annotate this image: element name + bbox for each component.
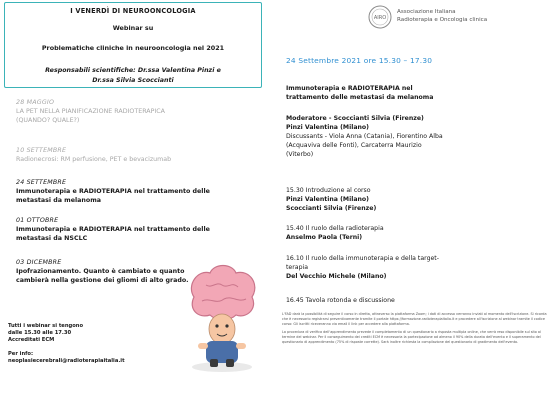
agenda-time: 16.45 Tavola rotonda e discussione	[286, 297, 395, 304]
discussants-line: (Viterbo)	[286, 151, 314, 158]
session-title-line: LA PET NELLA PIANIFICAZIONE RADIOTERAPICA	[16, 108, 165, 115]
session-title-line: cambierà nella gestione dei gliomi di alto grado.	[16, 277, 189, 284]
header-box	[4, 2, 262, 88]
agenda-item-4	[286, 296, 395, 305]
event-title-line: trattamento delle metastasi da melanoma	[286, 94, 434, 101]
responsabili	[15, 66, 251, 85]
agenda-speaker: Pinzi Valentina (Milano)	[286, 196, 369, 203]
svg-text:AIRO: AIRO	[373, 15, 387, 21]
info-email-link[interactable]: neoplasiecerebrali@radioterapiaitalia.it	[8, 357, 125, 364]
session-date: 28 MAGGIO	[16, 99, 55, 106]
airo-logo-icon	[368, 5, 392, 29]
moderator-line: Pinzi Valentina (Milano)	[286, 124, 369, 131]
webinar-label: Webinar su	[112, 24, 154, 32]
discussants-line: (Acquaviva delle Fonti), Carcaterra Maurizio	[286, 142, 422, 149]
session-1	[16, 98, 165, 125]
agenda-time: 15.40 Il ruolo della radioterapia	[286, 225, 384, 232]
session-date: 03 DICEMBRE	[16, 259, 62, 266]
association-line: Radioterapia e Oncologia clinica	[397, 17, 488, 23]
moderator-line: Moderatore - Scoccianti Silvia (Firenze)	[286, 115, 424, 122]
moderators	[286, 114, 443, 159]
agenda-speaker: Anselmo Paola (Terni)	[286, 234, 363, 241]
session-title-line: metastasi da NSCLC	[16, 235, 88, 242]
agenda-time: 16.10 Il ruolo della immunoterapia e della target-	[286, 255, 439, 262]
brain-mascot-illustration	[176, 255, 268, 375]
session-title-line: Ipofrazionamento. Quanto è cambiato e quanto	[16, 268, 185, 275]
session-title-line: Immunoterapia e RADIOTERAPIA nel trattamento delle	[16, 226, 210, 233]
session-title-line: Immunoterapia e RADIOTERAPIA nel trattamento delle	[16, 188, 210, 195]
session-title-line: Radionecrosi: RM perfusione, PET e bevacizumab	[16, 156, 172, 163]
session-title-line: metastasi da melanoma	[16, 197, 102, 204]
small-print-paragraph: L'FAD darà la possibilità di seguire il corso in diretta, attraverso la piattaforma Zoom; i dati di accesso verranno inviati al momento dell'iscrizione. Si ricorda che è necessario registrarsi preventivamente tramite il portale https://formazione.radioterapiaitalia.it e procedere all'iscrizione al webinar tramite il codice corso: Gli iscritti riceveranno via email il link per accedere alla piattaforma.	[282, 312, 547, 326]
general-info	[8, 323, 123, 365]
responsabili-line-1: Responsabili scientifiche: Dr.ssa Valentina Pinzi e	[45, 67, 221, 74]
responsabili-line-2: Dr.ssa Silvia Scoccianti	[92, 76, 174, 84]
agenda-item-1	[286, 186, 376, 213]
session-date: 10 SETTEMBRE	[16, 147, 67, 154]
info-line: dalle 15.30 alle 17.30	[8, 330, 72, 337]
event-title-line: Immunoterapia e RADIOTERAPIA nel	[286, 85, 413, 92]
left-column	[0, 0, 270, 400]
info-label: Per info:	[8, 350, 34, 357]
agenda-item-2	[286, 224, 384, 242]
session-title-line: (QUANDO? QUALE?)	[16, 117, 80, 124]
series-title: I VENERDÌ DI NEUROONCOLOGIA	[70, 7, 196, 15]
association-line: Associazione Italiana	[397, 9, 456, 15]
event-title	[286, 84, 433, 102]
event-date: 24 Settembre 2021 ore 15.30 – 17.30	[286, 56, 433, 65]
discussants-line: Discussants - Viola Anna (Catania), Fiorentino Alba	[286, 133, 443, 140]
session-3	[16, 178, 210, 205]
small-print-paragraph: La procedura di verifica dell'apprendimento prevede il completamento di un questionario a risposta multipla online, che verrà reso disponibile sul sito al termine del webinar. Per il conseguimento dei crediti ECM è necessaria la partecipazione ad almeno il 90% della durata dell'evento e il superamento del questionario di apprendimento (75% di risposte corrette). Sarà inoltre richiesta la compilazione del questionario di gradimento dell'evento.	[282, 330, 541, 344]
small-print	[282, 312, 550, 348]
session-2	[16, 146, 171, 164]
right-column	[276, 0, 553, 400]
info-line: Tutti i webinar si tengono	[8, 323, 84, 329]
agenda-speaker: Scoccianti Silvia (Firenze)	[286, 205, 377, 212]
agenda-time: 15.30 Introduzione al corso	[286, 187, 371, 194]
webinar-subject: Problematiche cliniche in neurooncologia nel 2021	[41, 44, 225, 52]
association-name	[397, 8, 487, 24]
session-5	[16, 258, 189, 285]
agenda-speaker: Del Vecchio Michele (Milano)	[286, 273, 387, 280]
session-date: 01 OTTOBRE	[16, 217, 59, 224]
agenda-item-3	[286, 254, 439, 281]
info-line: Accreditati ECM	[8, 337, 55, 344]
agenda-time-cont: terapia	[286, 264, 309, 271]
session-4	[16, 216, 210, 243]
session-date: 24 SETTEMBRE	[16, 179, 67, 186]
